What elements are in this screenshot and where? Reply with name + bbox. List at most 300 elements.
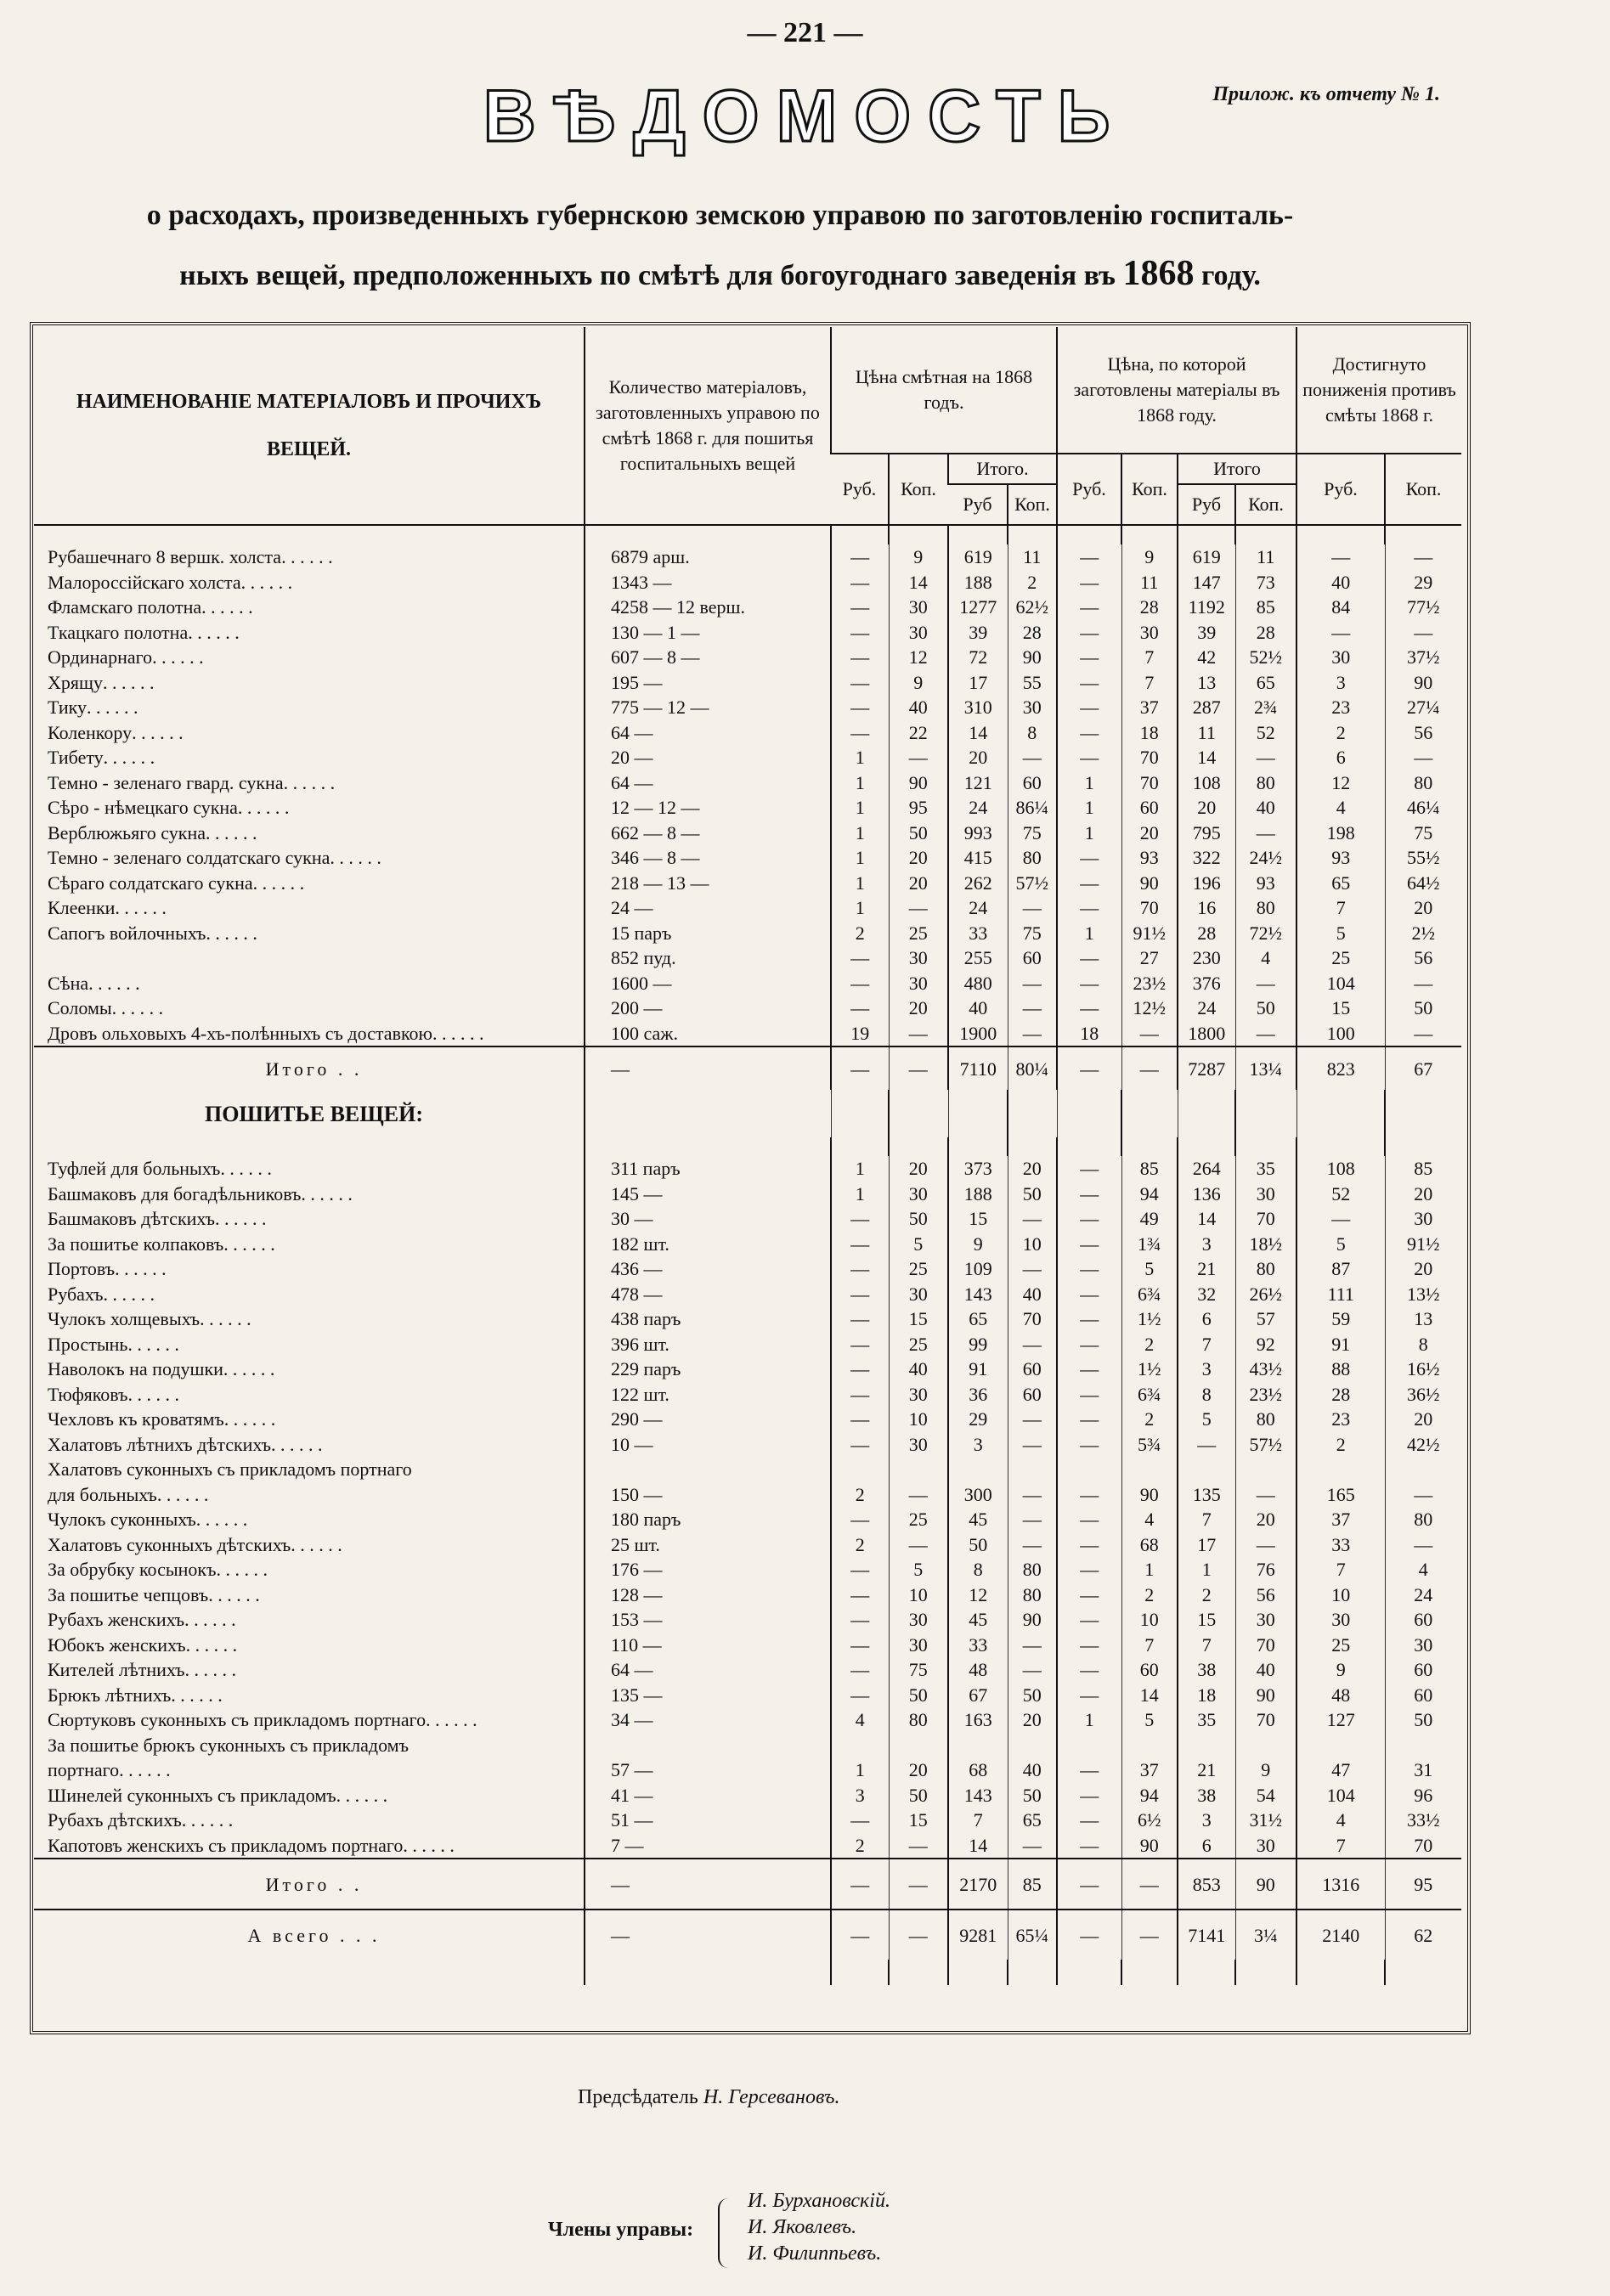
cell-est-kop: 15 bbox=[889, 1808, 948, 1833]
leader-dots: . . . . . . bbox=[119, 1759, 171, 1781]
leader-dots: . . . . . . bbox=[205, 821, 257, 843]
spacer-cell bbox=[1235, 1137, 1296, 1156]
cell-quantity: 180 паръ bbox=[585, 1507, 831, 1532]
cell-red-rub: 104 bbox=[1296, 971, 1385, 996]
cell-act-rub: — bbox=[1057, 1482, 1121, 1508]
item-name: Брюкъ лѣтнихъ bbox=[48, 1684, 172, 1706]
leader-dots: . . . . . . bbox=[208, 1583, 260, 1605]
cell-est-rub: — bbox=[831, 971, 889, 996]
cell-name bbox=[34, 1156, 585, 1182]
cell-act-total-rub: 287 bbox=[1178, 695, 1235, 720]
cell-est-rub: — bbox=[831, 570, 889, 595]
leader-dots: . . . . . . bbox=[291, 1533, 342, 1555]
subtitle-line-1: о расходахъ, произведенныхъ губернскою земскою управою по заготовленію госпиталь- bbox=[146, 200, 1294, 231]
subtitle-line-2 bbox=[59, 245, 1381, 305]
cell-act-rub: — bbox=[1057, 1910, 1121, 1960]
cell-act-total-kop: — bbox=[1235, 971, 1296, 996]
cell-act-kop: 5¾ bbox=[1121, 1432, 1178, 1458]
cell-act-total-rub bbox=[1178, 1733, 1235, 1758]
cell-red-kop: 70 bbox=[1385, 1833, 1461, 1859]
item-name: Ткацкаго полотна bbox=[48, 621, 189, 643]
table-row bbox=[34, 1733, 1461, 1758]
cell-red-rub: 1316 bbox=[1296, 1859, 1385, 1910]
cell-est-kop: — bbox=[889, 1021, 948, 1047]
cell-est-rub: 1 bbox=[831, 895, 889, 921]
cell-red-rub: 127 bbox=[1296, 1707, 1385, 1733]
spacer-cell bbox=[831, 525, 889, 544]
cell-quantity: 311 паръ bbox=[585, 1156, 831, 1182]
cell-red-kop: 13 bbox=[1385, 1306, 1461, 1332]
spacer-row bbox=[34, 1960, 1461, 1985]
item-name: Рубахъ дѣтскихъ bbox=[48, 1809, 182, 1831]
cell-red-kop bbox=[1385, 1733, 1461, 1758]
cell-name bbox=[34, 770, 585, 796]
cell-est-rub: 1 bbox=[831, 845, 889, 871]
header-reduction: Достигнуто пониженія противъ смѣты 1868 г. bbox=[1296, 327, 1461, 454]
item-name: Сапогъ войлочныхъ bbox=[48, 922, 206, 944]
item-name: За обрубку косынокъ bbox=[48, 1559, 217, 1581]
header-est-rub: Руб. bbox=[831, 454, 889, 525]
cell-name bbox=[34, 945, 585, 971]
cell-est-total-rub: 188 bbox=[948, 570, 1008, 595]
cell-name bbox=[34, 1607, 585, 1633]
cell-name bbox=[34, 1457, 585, 1482]
cell-act-kop: 5 bbox=[1121, 1707, 1178, 1733]
leader-dots: . . . . . . bbox=[281, 546, 333, 568]
cell-est-total-kop: — bbox=[1008, 1206, 1057, 1232]
cell-est-kop: 20 bbox=[889, 871, 948, 896]
table-row bbox=[34, 1532, 1461, 1558]
spacer-cell bbox=[1008, 1090, 1057, 1137]
cell-est-kop: 80 bbox=[889, 1707, 948, 1733]
cell-act-total-rub: 21 bbox=[1178, 1256, 1235, 1282]
cell-est-kop: — bbox=[889, 1532, 948, 1558]
table-row bbox=[34, 921, 1461, 946]
cell-act-total-kop: 80 bbox=[1235, 1256, 1296, 1282]
spacer-cell bbox=[889, 1090, 948, 1137]
expenses-table bbox=[34, 327, 1461, 1985]
cell-act-kop: 85 bbox=[1121, 1156, 1178, 1182]
cell-red-kop: — bbox=[1385, 971, 1461, 996]
leader-dots: . . . . . . bbox=[184, 1659, 236, 1681]
cell-act-total-rub: 17 bbox=[1178, 1532, 1235, 1558]
cell-act-total-rub: 135 bbox=[1178, 1482, 1235, 1508]
item-name: Итого . . bbox=[265, 1058, 363, 1080]
cell-act-total-rub: 136 bbox=[1178, 1182, 1235, 1207]
cell-act-total-kop: 40 bbox=[1235, 1657, 1296, 1683]
cell-red-kop: 13½ bbox=[1385, 1282, 1461, 1307]
cell-name bbox=[34, 1432, 585, 1458]
cell-est-kop: 30 bbox=[889, 620, 948, 646]
cell-act-total-rub: 7 bbox=[1178, 1633, 1235, 1658]
cell-red-rub: 2 bbox=[1296, 1432, 1385, 1458]
cell-name bbox=[34, 1532, 585, 1558]
leader-dots: . . . . . . bbox=[156, 1483, 209, 1505]
cell-act-rub: — bbox=[1057, 971, 1121, 996]
cell-est-rub: — bbox=[831, 1607, 889, 1633]
spacer-cell bbox=[34, 525, 585, 544]
cell-est-kop: — bbox=[889, 1482, 948, 1508]
cell-est-kop: — bbox=[889, 745, 948, 770]
spacer-cell bbox=[585, 1960, 831, 1985]
cell-act-rub: — bbox=[1057, 1046, 1121, 1090]
leader-dots: . . . . . . bbox=[185, 1633, 238, 1656]
cell-est-total-kop: 80 bbox=[1008, 1582, 1057, 1608]
cell-est-kop: 50 bbox=[889, 1683, 948, 1708]
header-red-rub: Руб. bbox=[1296, 454, 1385, 525]
member-3: И. Филиппьевъ. bbox=[748, 2242, 882, 2265]
cell-quantity: 1343 — bbox=[585, 570, 831, 595]
cell-est-kop: 30 bbox=[889, 1282, 948, 1307]
cell-act-total-kop: 80 bbox=[1235, 770, 1296, 796]
item-name: для больныхъ bbox=[48, 1483, 157, 1505]
cell-act-total-kop: — bbox=[1235, 1021, 1296, 1047]
cell-quantity: 662 — 8 — bbox=[585, 821, 831, 846]
table-row bbox=[34, 871, 1461, 896]
cell-act-total-kop: 70 bbox=[1235, 1633, 1296, 1658]
cell-red-kop: 77½ bbox=[1385, 595, 1461, 620]
leader-dots: . . . . . . bbox=[206, 922, 257, 944]
item-name: Сюртуковъ суконныхъ съ прикладомъ портнаго bbox=[48, 1709, 427, 1731]
cell-est-rub: — bbox=[831, 1357, 889, 1382]
cell-red-rub: 87 bbox=[1296, 1256, 1385, 1282]
cell-act-total-rub: 376 bbox=[1178, 971, 1235, 996]
cell-est-total-rub: 1900 bbox=[948, 1021, 1008, 1047]
cell-est-rub bbox=[831, 1457, 889, 1482]
cell-quantity: 478 — bbox=[585, 1282, 831, 1307]
cell-est-total-kop: 60 bbox=[1008, 1382, 1057, 1407]
cell-act-kop: 37 bbox=[1121, 1757, 1178, 1783]
cell-est-rub: — bbox=[831, 1282, 889, 1307]
cell-quantity: 15 паръ bbox=[585, 921, 831, 946]
cell-red-rub: 33 bbox=[1296, 1532, 1385, 1558]
cell-act-total-kop: 9 bbox=[1235, 1757, 1296, 1783]
table-row bbox=[34, 1232, 1461, 1257]
cell-act-total-kop: 24½ bbox=[1235, 845, 1296, 871]
item-name: Тибету bbox=[48, 747, 104, 769]
cell-est-total-kop: 80 bbox=[1008, 845, 1057, 871]
cell-est-total-kop: 65¼ bbox=[1008, 1910, 1057, 1960]
cell-act-total-rub: 196 bbox=[1178, 871, 1235, 896]
leader-dots: . . . . . . bbox=[201, 596, 253, 618]
table-body bbox=[34, 525, 1461, 1985]
item-name: Капотовъ женскихъ съ прикладомъ портнаго bbox=[48, 1834, 404, 1856]
cell-act-rub: — bbox=[1057, 1182, 1121, 1207]
cell-act-total-rub: 6 bbox=[1178, 1306, 1235, 1332]
cell-red-rub: 30 bbox=[1296, 1607, 1385, 1633]
cell-act-total-kop: 3¼ bbox=[1235, 1910, 1296, 1960]
cell-act-rub bbox=[1057, 1457, 1121, 1482]
cell-name bbox=[34, 795, 585, 821]
cell-est-total-rub: 121 bbox=[948, 770, 1008, 796]
leader-dots: . . . . . . bbox=[184, 1609, 236, 1631]
leader-dots: . . . . . . bbox=[403, 1834, 455, 1856]
spacer-cell bbox=[1121, 1960, 1178, 1985]
cell-est-total-kop: — bbox=[1008, 1432, 1057, 1458]
cell-est-total-kop: 50 bbox=[1008, 1683, 1057, 1708]
cell-quantity: 607 — 8 — bbox=[585, 645, 831, 670]
cell-red-rub: 84 bbox=[1296, 595, 1385, 620]
cell-act-total-rub: 35 bbox=[1178, 1707, 1235, 1733]
cell-quantity bbox=[585, 1733, 831, 1758]
item-name: За пошитье брюкъ суконныхъ съ прикладомъ bbox=[48, 1734, 409, 1756]
cell-red-rub: 23 bbox=[1296, 695, 1385, 720]
cell-act-rub: — bbox=[1057, 1833, 1121, 1859]
cell-act-total-rub: 1192 bbox=[1178, 595, 1235, 620]
table-row bbox=[34, 1306, 1461, 1332]
cell-act-total-rub: 7287 bbox=[1178, 1046, 1235, 1090]
cell-red-rub: — bbox=[1296, 1206, 1385, 1232]
cell-act-total-kop: 26½ bbox=[1235, 1282, 1296, 1307]
cell-act-kop: 2 bbox=[1121, 1332, 1178, 1357]
spacer-cell bbox=[948, 1090, 1008, 1137]
cell-quantity: 20 — bbox=[585, 745, 831, 770]
chairman-label: Предсѣдатель bbox=[578, 2086, 698, 2108]
cell-quantity: 436 — bbox=[585, 1256, 831, 1282]
leader-dots: . . . . . . bbox=[216, 1559, 268, 1581]
cell-name bbox=[34, 1507, 585, 1532]
cell-quantity: 64 — bbox=[585, 770, 831, 796]
cell-act-total-rub: 39 bbox=[1178, 620, 1235, 646]
document-title: ВѢДОМОСТЬ bbox=[483, 76, 1127, 157]
cell-est-total-rub: 188 bbox=[948, 1182, 1008, 1207]
item-name: Итого . . bbox=[265, 1873, 363, 1895]
cell-act-total-rub: 42 bbox=[1178, 645, 1235, 670]
spacer-cell bbox=[1385, 525, 1461, 544]
cell-est-rub: — bbox=[831, 945, 889, 971]
cell-act-total-kop: 90 bbox=[1235, 1859, 1296, 1910]
cell-est-rub: — bbox=[831, 1808, 889, 1833]
cell-est-rub: 1 bbox=[831, 821, 889, 846]
cell-quantity: 775 — 12 — bbox=[585, 695, 831, 720]
table-row bbox=[34, 945, 1461, 971]
cell-act-rub: — bbox=[1057, 1582, 1121, 1608]
cell-red-kop: 42½ bbox=[1385, 1432, 1461, 1458]
cell-red-rub: 2 bbox=[1296, 720, 1385, 746]
cell-est-rub: — bbox=[831, 1232, 889, 1257]
spacer-row bbox=[34, 525, 1461, 544]
leader-dots: . . . . . . bbox=[87, 697, 138, 719]
cell-name bbox=[34, 871, 585, 896]
cell-red-kop: 90 bbox=[1385, 670, 1461, 696]
leader-dots: . . . . . . bbox=[301, 1182, 353, 1204]
cell-quantity: 122 шт. bbox=[585, 1382, 831, 1407]
cell-act-rub: 1 bbox=[1057, 770, 1121, 796]
cell-est-kop: 95 bbox=[889, 795, 948, 821]
cell-act-rub: — bbox=[1057, 1532, 1121, 1558]
cell-est-total-rub: 143 bbox=[948, 1783, 1008, 1808]
table-row bbox=[34, 1783, 1461, 1808]
cell-red-kop: 60 bbox=[1385, 1657, 1461, 1683]
leader-dots: . . . . . . bbox=[132, 721, 184, 743]
cell-quantity: 145 — bbox=[585, 1182, 831, 1207]
cell-red-rub: 23 bbox=[1296, 1407, 1385, 1432]
cell-act-rub: — bbox=[1057, 945, 1121, 971]
table-row bbox=[34, 1457, 1461, 1482]
cell-est-rub: — bbox=[831, 1859, 889, 1910]
item-name: Халатовъ суконныхъ съ прикладомъ портнаго bbox=[48, 1458, 412, 1481]
cell-name bbox=[34, 996, 585, 1021]
cell-act-rub: — bbox=[1057, 1232, 1121, 1257]
total-row-sewn bbox=[34, 1859, 1461, 1910]
cell-name bbox=[34, 1382, 585, 1407]
cell-est-total-kop: 75 bbox=[1008, 921, 1057, 946]
cell-quantity: 135 — bbox=[585, 1683, 831, 1708]
cell-quantity: — bbox=[585, 1859, 831, 1910]
cell-act-total-rub: 3 bbox=[1178, 1808, 1235, 1833]
cell-quantity: 218 — 13 — bbox=[585, 871, 831, 896]
cell-red-kop: 20 bbox=[1385, 895, 1461, 921]
cell-act-kop: 2 bbox=[1121, 1582, 1178, 1608]
cell-act-rub: — bbox=[1057, 1657, 1121, 1683]
cell-act-total-rub: 7 bbox=[1178, 1332, 1235, 1357]
cell-act-kop: 30 bbox=[1121, 620, 1178, 646]
members-list bbox=[748, 2188, 890, 2267]
table-row bbox=[34, 720, 1461, 746]
cell-act-kop: 6½ bbox=[1121, 1808, 1178, 1833]
cell-red-rub: 100 bbox=[1296, 1021, 1385, 1047]
spacer-cell bbox=[1385, 1090, 1461, 1137]
cell-quantity: 438 паръ bbox=[585, 1306, 831, 1332]
table-row bbox=[34, 1657, 1461, 1683]
cell-act-kop: 90 bbox=[1121, 1482, 1178, 1508]
item-name: Чехловъ къ кроватямъ bbox=[48, 1408, 224, 1430]
cell-quantity: 229 паръ bbox=[585, 1357, 831, 1382]
cell-red-kop: 20 bbox=[1385, 1256, 1461, 1282]
cell-est-kop bbox=[889, 1457, 948, 1482]
cell-red-kop: 55½ bbox=[1385, 845, 1461, 871]
cell-est-total-kop: 2 bbox=[1008, 570, 1057, 595]
leader-dots: . . . . . . bbox=[195, 1509, 248, 1531]
cell-est-total-rub: 2170 bbox=[948, 1859, 1008, 1910]
cell-act-total-rub: 795 bbox=[1178, 821, 1235, 846]
spacer-cell bbox=[1296, 525, 1385, 544]
cell-name bbox=[34, 570, 585, 595]
cell-red-rub: 198 bbox=[1296, 821, 1385, 846]
cell-act-kop: 7 bbox=[1121, 670, 1178, 696]
table-row bbox=[34, 895, 1461, 921]
cell-act-total-rub: 32 bbox=[1178, 1282, 1235, 1307]
table-row bbox=[34, 1607, 1461, 1633]
item-name: Чулокъ суконныхъ bbox=[48, 1509, 196, 1531]
cell-act-total-rub: 20 bbox=[1178, 795, 1235, 821]
cell-act-total-kop: 11 bbox=[1235, 544, 1296, 570]
item-name: Рубашечнаго 8 вершк. холста bbox=[48, 546, 282, 568]
cell-act-kop: 7 bbox=[1121, 1633, 1178, 1658]
cell-act-kop: 20 bbox=[1121, 821, 1178, 846]
cell-est-rub: — bbox=[831, 1683, 889, 1708]
cell-est-kop: 30 bbox=[889, 1633, 948, 1658]
cell-name bbox=[34, 1707, 585, 1733]
cell-act-total-rub: 13 bbox=[1178, 670, 1235, 696]
leader-dots: . . . . . . bbox=[102, 671, 155, 693]
cell-est-total-kop: 60 bbox=[1008, 1357, 1057, 1382]
cell-act-rub: — bbox=[1057, 1607, 1121, 1633]
cell-est-rub: — bbox=[831, 1557, 889, 1582]
cell-red-rub: 5 bbox=[1296, 1232, 1385, 1257]
cell-act-rub: — bbox=[1057, 845, 1121, 871]
cell-red-kop: — bbox=[1385, 1021, 1461, 1047]
spacer-cell bbox=[889, 1960, 948, 1985]
cell-est-total-rub bbox=[948, 1457, 1008, 1482]
leader-dots: . . . . . . bbox=[103, 1283, 155, 1305]
cell-est-total-rub: 65 bbox=[948, 1306, 1008, 1332]
cell-red-kop: 4 bbox=[1385, 1557, 1461, 1582]
cell-quantity: 1600 — bbox=[585, 971, 831, 996]
cell-est-total-rub: 143 bbox=[948, 1282, 1008, 1307]
cell-est-rub: — bbox=[831, 645, 889, 670]
cell-act-total-kop bbox=[1235, 1733, 1296, 1758]
table-row bbox=[34, 1382, 1461, 1407]
cell-name bbox=[34, 1633, 585, 1658]
cell-red-kop: — bbox=[1385, 1532, 1461, 1558]
cell-quantity: 128 — bbox=[585, 1582, 831, 1608]
cell-red-rub: 2140 bbox=[1296, 1910, 1385, 1960]
cell-red-kop: 96 bbox=[1385, 1783, 1461, 1808]
cell-est-rub bbox=[831, 1733, 889, 1758]
cell-name bbox=[34, 1657, 585, 1683]
cell-est-total-kop: — bbox=[1008, 1532, 1057, 1558]
cell-quantity: 30 — bbox=[585, 1206, 831, 1232]
cell-red-rub: — bbox=[1296, 620, 1385, 646]
cell-name bbox=[34, 821, 585, 846]
cell-est-total-kop: 28 bbox=[1008, 620, 1057, 646]
cell-est-rub: 2 bbox=[831, 921, 889, 946]
cell-red-rub: 52 bbox=[1296, 1182, 1385, 1207]
header-est-itogo: Итого. bbox=[948, 454, 1057, 484]
cell-act-kop: 12½ bbox=[1121, 996, 1178, 1021]
cell-est-kop: 20 bbox=[889, 1757, 948, 1783]
cell-est-rub: — bbox=[831, 1507, 889, 1532]
spacer-cell bbox=[1121, 1137, 1178, 1156]
cell-est-total-kop: — bbox=[1008, 745, 1057, 770]
cell-act-kop bbox=[1121, 1457, 1178, 1482]
cell-est-total-rub bbox=[948, 1733, 1008, 1758]
cell-quantity: 7 — bbox=[585, 1833, 831, 1859]
cell-quantity: 12 — 12 — bbox=[585, 795, 831, 821]
spacer-cell bbox=[34, 1960, 585, 1985]
leader-dots: . . . . . . bbox=[127, 1333, 179, 1355]
cell-act-total-rub: 853 bbox=[1178, 1859, 1235, 1910]
cell-red-kop: 27¼ bbox=[1385, 695, 1461, 720]
cell-name bbox=[34, 1332, 585, 1357]
cell-est-total-kop: 55 bbox=[1008, 670, 1057, 696]
cell-est-total-kop: 50 bbox=[1008, 1182, 1057, 1207]
table-row bbox=[34, 1021, 1461, 1047]
cell-name bbox=[34, 1808, 585, 1833]
cell-act-rub: — bbox=[1057, 1507, 1121, 1532]
leader-dots: . . . . . . bbox=[330, 847, 381, 869]
cell-act-rub: 1 bbox=[1057, 821, 1121, 846]
spacer-row bbox=[34, 1137, 1461, 1156]
table-row bbox=[34, 1582, 1461, 1608]
cell-act-kop: 68 bbox=[1121, 1532, 1178, 1558]
cell-act-rub: — bbox=[1057, 1683, 1121, 1708]
cell-red-rub: 7 bbox=[1296, 1557, 1385, 1582]
cell-act-total-kop: 65 bbox=[1235, 670, 1296, 696]
cell-red-rub: 4 bbox=[1296, 795, 1385, 821]
cell-name bbox=[34, 1357, 585, 1382]
cell-est-kop: 20 bbox=[889, 1156, 948, 1182]
cell-est-total-kop: — bbox=[1008, 1332, 1057, 1357]
table-row bbox=[34, 544, 1461, 570]
cell-est-total-rub: 619 bbox=[948, 544, 1008, 570]
header-quantity: Количество матеріаловъ, заготовленныхъ управою по смѣтѣ 1868 г. для пошитья госпитальныхъ вещей bbox=[585, 327, 831, 525]
table-row bbox=[34, 570, 1461, 595]
leader-dots: . . . . . . bbox=[240, 571, 293, 593]
cell-red-kop: 56 bbox=[1385, 720, 1461, 746]
cell-quantity: 6879 арш. bbox=[585, 544, 831, 570]
